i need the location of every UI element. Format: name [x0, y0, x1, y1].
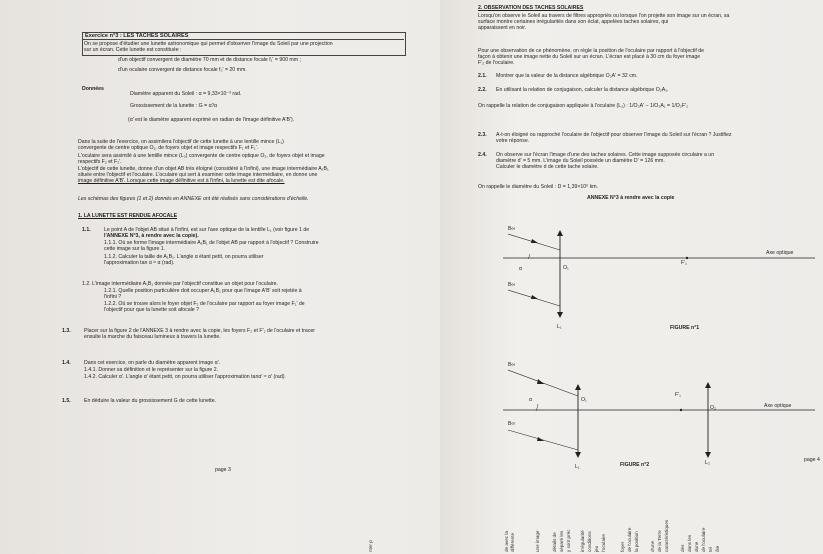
- donnee-2: Grossissement de la lunette : G = α'/α: [130, 103, 217, 109]
- para-line-1: Dans la suite de l'exercice, on assimilera l'objectif de cette lunette à une lentille mince (L₁): [78, 139, 284, 145]
- q-1-1-1-b: cette image sur la figure 1.: [104, 246, 166, 252]
- para-line-5: L'objectif de cette lunette, donne d'un objet AB très éloigné (considéré à l'infini), une image intermédiaire A₁B₁: [78, 166, 329, 172]
- q-2-2-num: 2.2.: [478, 87, 487, 93]
- q-1-1-line-a: Le point A de l'objet AB situé à l'infini, est sur l'axe optique de la lentille L₁ (voir figure 1 de: [104, 227, 310, 233]
- q-1-4-2: 1.4.2. Calculer α'. L'angle α' étant petit, on pourra utiliser l'approximation tanα' ≈ α' (rad).: [84, 374, 286, 380]
- fragment-11: foyer: [620, 541, 625, 552]
- fragment-9: jeu: [594, 545, 599, 552]
- fragment-12: de l'oculaire: [627, 527, 632, 552]
- q-2-4-line-c: Calculer le diamètre d de cette tache solaire.: [496, 164, 599, 170]
- fig2-focus-point: [680, 409, 682, 411]
- fig2-ray-bottom-arrow: [537, 437, 544, 441]
- page-number-3: page 3: [215, 467, 231, 473]
- fig2-axis-label: Axe optique: [764, 403, 792, 409]
- q-1-3-line-b: ensuite la marche du faisceau lumineux à travers la lunette.: [84, 334, 221, 340]
- fig1-b-bottom: B∞: [508, 282, 516, 288]
- q-1-3-num: 1.3.: [62, 328, 71, 334]
- para-line-7: image définitive A'B'. Lorsque cette image définitive est à l'infini, la lunette est dite afocale.: [78, 178, 285, 184]
- fig1-o1: O₁: [563, 265, 569, 271]
- q-2-3-line-a: A-t-on éloigné ou rapproché l'oculaire de l'objectif pour observer l'image du Soleil sur l'écran ? Justifiez: [496, 132, 732, 138]
- ocular-line: d'un oculaire convergent de distance focale f₂' = 20 mm.: [118, 67, 247, 73]
- fragment-5: séparé les: [559, 530, 564, 552]
- q-1-2-1: 1.2.1. Quelle position particulière doit occuper A₁B₁ pour que l'image A'B' soit rejetée à: [104, 288, 302, 294]
- q-2-3-line-b: votre réponse.: [496, 138, 530, 144]
- fragment-16: caractéristiques: [664, 519, 669, 552]
- q-1-5-num: 1.5.: [62, 398, 71, 404]
- fig2-lens-l1-arrow-bottom: [575, 452, 581, 458]
- q-1-4-num: 1.4.: [62, 360, 71, 366]
- r-line-5: façon à obtenir une image nette du Soleil sur un écran. L'écran est placé à 30 cm du foyer image: [478, 54, 701, 60]
- r-line-6: F'₂ de l'oculaire.: [478, 60, 515, 66]
- section-2-title: 2. OBSERVATION DES TACHES SOLAIRES: [478, 5, 584, 11]
- q-2-3-num: 2.3.: [478, 132, 487, 138]
- q-2-2-line: En utilisant la relation de conjugaison, calculer la distance algébrique O₂A₁.: [496, 87, 669, 93]
- rappel-conjugaison: On rappelle la relation de conjugaison appliquée à l'oculaire (L₂) : 1/O₂A' − 1/O₂A₁ = 1/O₂F'₂: [478, 103, 689, 109]
- fragment-13: la position: [634, 531, 639, 552]
- fragment-14: d'une: [650, 540, 655, 552]
- fragment-1: de avec la: [504, 531, 509, 552]
- para-line-3: L'oculaire sera assimilé à une lentille mince (L₂) convergente de centre optique O₂, de foyers objet et image: [78, 153, 325, 159]
- q-1-1-line-b: l'ANNEXE N°3, à rendre avec la copie).: [104, 233, 199, 239]
- q-1-1-num: 1.1.: [82, 227, 91, 233]
- para-line-4: respectifs F₂ et F₂'.: [78, 159, 122, 165]
- r-line-3: apparaissent en noir.: [478, 25, 527, 31]
- fragment-20: de l'oculaire: [701, 527, 706, 552]
- donnee-3: (α' est le diamètre apparent exprimé en radian de l'image définitive A'B').: [128, 117, 295, 123]
- fig1-f1p: F'₁: [681, 260, 687, 266]
- q-1-2-2: 1.2.2. Où se trouve alors le foyer objet F₂ de l'oculaire par rapport au foyer image F₁' de: [104, 301, 305, 307]
- fragment-3: une image: [535, 530, 540, 552]
- fragment-8: conditions: [587, 531, 592, 552]
- fig1-l1-label: L₁: [557, 324, 562, 330]
- fig2-caption: FIGURE n°2: [620, 462, 650, 468]
- donnees-label: Données: [82, 86, 104, 92]
- fragment-0: nter p: [368, 540, 373, 552]
- annexe-title: ANNEXE N°3 à rendre avec la copie: [587, 195, 675, 201]
- exercise-title: Exercice n°3 : LES TACHES SOLAIRES: [85, 33, 189, 39]
- q-1-1-2: 1.1.2. Calculer la taille de A₁B₁. L'angle α étant petit, on pourra utiliser: [104, 254, 264, 260]
- intro-line-1: On se propose d'étudier une lunette astronomique qui permet d'observer l'image du Soleil par une projection: [84, 41, 333, 47]
- q-1-1-2-b: l'approximation tan α ≈ α (rad).: [104, 260, 175, 266]
- fig2-ray-bottom: [508, 430, 578, 450]
- fragment-7: irrégularité: [580, 530, 585, 552]
- fragment-4: détails de: [552, 532, 557, 552]
- r-line-1: Lorsqu'on observe le Soleil au travers de filtres appropriés ou lorsque l'on projette son image sur un écran, sa: [478, 13, 730, 19]
- fragment-2: différente: [510, 532, 515, 552]
- fig2-f1p: F'₁: [675, 392, 681, 398]
- fig2-b-top: B∞: [508, 362, 516, 368]
- fragment-21: tel: [708, 547, 713, 552]
- q-1-2: 1.2. L'image intermédiaire A₁B₁ donnée par l'objectif constitue un objet pour l'oculaire.: [82, 281, 278, 287]
- q-1-4-1: 1.4.1. Donner sa définition et le représenter sur la figure 2.: [84, 367, 219, 373]
- fig1-b-top: B∞: [508, 226, 516, 232]
- q-1-5-line: En déduire la valeur du grossissement G de cette lunette.: [84, 398, 217, 404]
- q-1-3-line-a: Placer sur la figure 2 de l'ANNEXE 3 à rendre avec la copie, les foyers F₂ et F'₂ de l'oculaire et tracer: [84, 328, 316, 334]
- r-line-2: surface montre certaines irrégularités dans son éclat, appelées taches solaires, qui: [478, 19, 669, 25]
- fig2-o2: O₂: [710, 405, 717, 411]
- fragment-22: ôle: [715, 545, 720, 552]
- fig2-lens-l2-arrow-top: [705, 382, 711, 388]
- fragment-10: l'oculaire: [601, 534, 606, 552]
- fig2-lens-l1-arrow-top: [575, 384, 581, 390]
- rappel-diametre: On rappelle le diamètre du Soleil : D = 1,39×10⁶ km.: [478, 184, 599, 190]
- fig2-lens-l2-arrow-bottom: [705, 452, 711, 458]
- fig1-caption: FIGURE n°1: [670, 325, 700, 331]
- fig2-alpha: α: [529, 397, 532, 403]
- r-line-4: Pour une observation de ce phénomène, on règle la position de l'oculaire par rapport à l'objectif de: [478, 48, 705, 54]
- schemas-note: Les schémas des figures (1 et 2) donnés en ANNEXE ont été réalisés sans considérations d'échelle.: [78, 196, 309, 202]
- q-1-2-2-b: l'objectif pour que la lunette soit afocale ?: [104, 307, 200, 313]
- fragment-19: dune: [694, 541, 699, 552]
- fig2-ray-top: [508, 370, 578, 396]
- para-line-2: convergente de centre optique O₁, de foyers objet et image respectifs F₁ et F₁'.: [78, 145, 259, 151]
- fragment-6: y sont préc: [566, 529, 571, 552]
- fragment-17: des: [680, 544, 685, 552]
- section-1-title: 1. LA LUNETTE EST RENDUE AFOCALE: [78, 213, 178, 219]
- q-1-2-1-b: l'infini ?: [104, 294, 122, 300]
- fig2-ray-top-arrow: [537, 379, 544, 384]
- fragment-18: dans les: [687, 534, 692, 552]
- intro-line-2: sur un écran. Cette lunette est constituée :: [84, 47, 182, 53]
- fig1-axis-label: Axe optique: [766, 250, 794, 256]
- para-line-6: située entre l'objectif et l'oculaire. L'oculaire qui sert à examiner cette image intermédiaire, en donne une: [78, 172, 318, 178]
- fig2-l2-label: L₂: [705, 460, 710, 466]
- objective-line: d'un objectif convergent de diamètre 70 mm et de distance focale f₁' = 900 mm ;: [118, 57, 301, 63]
- page-number-4: page 4: [804, 457, 820, 463]
- fig2-b-bottom: B∞: [508, 421, 516, 427]
- fig1-alpha: α: [519, 266, 522, 272]
- q-2-1-line: Montrer que la valeur de la distance algébrique O₂A' = 32 cm.: [496, 73, 638, 79]
- fig2-l1-label: L₁: [575, 464, 580, 470]
- q-2-4-num: 2.4.: [478, 152, 487, 158]
- q-2-4-line-b: diamètre d' = 5 mm. L'image du Soleil possède un diamètre D' = 126 mm.: [496, 158, 665, 164]
- q-1-1-1: 1.1.1. Où se forme l'image intermédiaire A₁B₁ de l'objet AB par rapport à l'objectif ? Construire: [104, 240, 319, 246]
- donnee-1: Diamètre apparent du Soleil : α = 9,33×10⁻³ rad.: [130, 91, 242, 97]
- q-2-1-num: 2.1.: [478, 73, 487, 79]
- fragment-15: de la Terre: [657, 530, 662, 552]
- fig2-o1: O₁: [581, 397, 587, 403]
- q-2-4-line-a: On observe sur l'écran l'image d'une des taches solaires. Cette image supposée circulaire a un: [496, 152, 715, 158]
- q-1-4-line-a: Dans cet exercice, on parle du diamètre apparent image α'.: [84, 360, 221, 366]
